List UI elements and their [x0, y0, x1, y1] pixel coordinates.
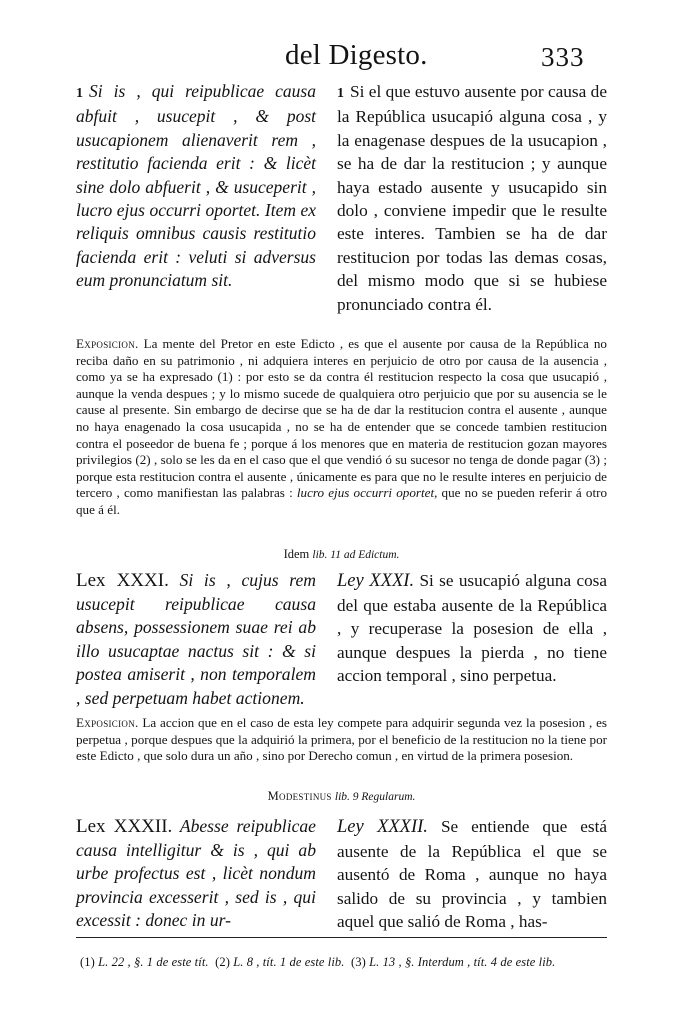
footnote-law: L. 8 , tít. 1 [233, 955, 287, 969]
exposition1-label: Exposicion. [76, 336, 139, 351]
lex32-spanish-text [337, 815, 607, 934]
page-number: 333 [541, 42, 585, 72]
footnote-where: de este lib. [500, 955, 556, 969]
lex31-latin-text [76, 569, 316, 711]
lex32-latin: Abesse reipublicae causa intelligitur & is , qui ab urbe profectus est , licèt nondum provincia excesserit , sed is , qui excessit : donec in ur- [76, 816, 316, 931]
exposition2-label: Exposicion. [76, 715, 139, 730]
section1-spanish: Si el que estuvo ausente por causa de la República usucapió alguna cosa , y la enagenase despues de la usucapion , se ha de dar la restitucion ; y aunque haya estado ausente y usucapido sin dolo , conviene impedir que le resulte este interes. Tambien se ha de dar restitucion por todas las demas cosas, del mismo modo que si se hubiese pronunciado contra él. [337, 82, 607, 314]
footnote-where: de este lib. [289, 955, 345, 969]
lex31-latin: Si is , cujus rem usucepit reipublicae causa absens, possessionem suae rei ab illo usucaptae nactus sit : & si postea amiserit , non temporalem , sed perpetuam habet actionem. [76, 570, 317, 708]
footnotes [80, 955, 607, 970]
source1-ref: lib. 11 ad Edictum. [312, 549, 400, 561]
footnote-law: L. 22 , §. 1 [98, 955, 154, 969]
lex32-label: Lex XXXII. [76, 816, 173, 837]
source1-author: Idem [283, 547, 310, 561]
footnote-law: L. 13 , §. Interdum , tít. 4 [369, 955, 498, 969]
source2-author: Modestinus [267, 789, 332, 803]
exposition1-text-end: , que no se pueden referir á otro que á él. [76, 485, 607, 517]
footnote-item [351, 955, 555, 969]
lex32-latin-text [76, 815, 316, 933]
section1-latin-text [76, 80, 316, 293]
exposition2 [76, 715, 607, 765]
lex31-spanish: Si se usucapió alguna cosa del que estaba ausente de la República , y recuperase la posesion de ella , aunque despues la pierda , no tiene accion temporal , sino perpetua. [337, 571, 607, 686]
footnote-number: (3) [350, 955, 366, 969]
ley31-label: Ley XXXI. [337, 571, 415, 591]
section1-number-spanish: 1 [337, 86, 344, 101]
section1-latin: Si is , qui reipublicae causa abfuit , usucepit , & post usucapionem alienaverit rem , restitutio facienda erit : & licèt sine dolo abfuerit , & usuceperit , lucro ejus occurri oportet. Item ex reliquis omnibus causis restitutio facienda erit : veluti si adversus eum pronunciatum sit. [76, 81, 316, 291]
lex32-spanish: Se entiende que está ausente de la República el que se ausentó de Roma , aunque no haya salido de su provincia , y tambien aquel que salió de Roma , has- [337, 817, 607, 932]
source2-ref: lib. 9 Regularum. [334, 791, 416, 803]
ley32-label: Ley XXXII. [337, 817, 428, 837]
footnote-number: (1) [80, 955, 95, 969]
exposition1 [76, 336, 607, 519]
lex31-spanish-text [337, 569, 607, 688]
footnote-rule [76, 937, 607, 938]
footnote-item [80, 955, 209, 969]
source1 [76, 547, 607, 562]
exposition1-text: La mente del Pretor en este Edicto , es que el ausente por causa de la República no reciba daño en su patrimonio , ni adquiera interes en perjuicio de otro por causa de la ausencia , como ya se ha expresado (1) : por esto se da contra él restitucion respecto la cosa que usucapió , aunque la venda despues ; y lo mismo sucede de qualquiera otro perjuicio que por su ausencia se le cause al presente. Sin embargo de decirse que se ha de dar la restitucion contra el ausente , aunque no haya enagenado la cosa usucapida , no se ha de entender que se concede tambien restitucion contra el poseedor de buena fe ; porque á los menores que en materia de restitucion gozan mayores privilegios (2) , solo se les da en el caso que el que vendió ó su sucesor no tenga de donde pagar (3) ; porque esta restitucion contra el ausente , únicamente es para que no le resulte interes en perjuicio de tercero , como manifiestan las palabras : [76, 336, 607, 501]
footnote-item [215, 955, 344, 969]
exposition2-text: La accion que en el caso de esta ley compete para adquirir segunda vez la posesion , es perpetua , porque despues que la adquirió la primera, por el beneficio de la restitucion no la tiene por este Edicto , que solo dura un año , sino por Derecho comun , en virtud de la primera posesion. [76, 715, 607, 764]
running-title: del Digesto. [285, 39, 428, 71]
section1-spanish-text [337, 80, 607, 316]
footnote-where: de este tít. [156, 955, 209, 969]
section1-number: 1 [76, 86, 83, 101]
footnote-number: (2) [215, 955, 230, 969]
source2 [76, 789, 607, 804]
exposition1-quote: lucro ejus occurri oportet [296, 485, 435, 501]
lex31-label: Lex XXXI. [76, 570, 169, 591]
